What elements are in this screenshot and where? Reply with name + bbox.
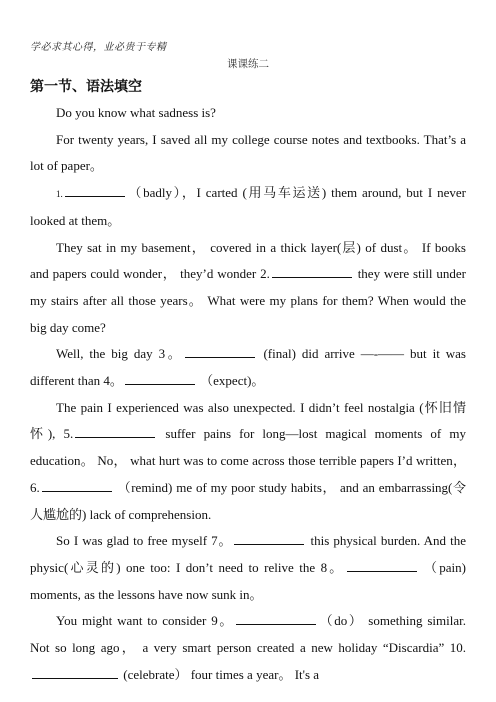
question-number: 1.: [56, 189, 63, 200]
answer-blank-9[interactable]: [236, 610, 316, 625]
answer-blank-6[interactable]: [42, 477, 112, 492]
paragraph-5: [30, 341, 466, 394]
answer-blank-2[interactable]: [272, 263, 352, 278]
paragraph-text: They sat in my basement， covered in a thick layer(层) of dust。 If books and papers could wonder， they’d wonder 2.: [30, 239, 466, 282]
paragraph-text: （pain) moments, as the lessons have now sunk in。: [30, 559, 466, 602]
paragraph-2: For twenty years, I saved all my college course notes and textbooks. That’s a lot of paper。: [30, 131, 466, 174]
paragraph-text: (celebrate） four times a year。 It's a: [120, 666, 320, 682]
passage: [30, 100, 466, 688]
paragraph-8: [30, 608, 466, 688]
paragraph-text: (final) did arrive —-—— but it was different than 4。: [30, 346, 466, 389]
answer-blank-5[interactable]: [75, 423, 155, 438]
paragraph-6: [30, 395, 466, 529]
header-slogan: 学必求其心得，业必贵于专精: [30, 42, 167, 53]
paragraph-text: The pain I experienced was also unexpected. I didn’t feel nostalgia (怀旧情怀), 5.: [30, 399, 466, 442]
paragraph-text: they were still under my stairs after all those years。 What were my plans for them? When would the big day come?: [30, 266, 466, 335]
paragraph-text: （expect)。: [196, 373, 265, 389]
answer-blank-8[interactable]: [347, 557, 417, 572]
paragraph-text: Well, the big day 3。: [56, 346, 184, 362]
paragraph-text: suffer pains for long—lost magical moments of my education。 No， what hurt was to come across those terrible papers I’d written， 6.: [30, 426, 466, 495]
paragraph-3: [30, 180, 466, 234]
answer-blank-1[interactable]: [65, 182, 125, 197]
paragraph-text: this physical burden. And the physic(心灵的) one too: I don’t need to relive the 8。: [30, 533, 466, 575]
paragraph-text: So I was glad to free myself 7。: [56, 533, 233, 549]
section-heading: 第一节、语法填空: [30, 80, 142, 95]
answer-blank-7[interactable]: [234, 530, 304, 545]
paragraph-7: [30, 528, 466, 608]
paragraph-text: You might want to consider 9。: [56, 613, 234, 629]
paragraph-1: Do you know what sadness is?: [56, 105, 216, 120]
paragraph-text: （remind) me of my poor study habits， and an embarrassing(令人尴尬的) lack of comprehension.: [30, 479, 466, 522]
paragraph-text: （do） something similar. Not so long ago， a very smart person created a new holiday “Discardia” 10.: [30, 613, 466, 656]
word-hint: （badly）: [126, 185, 182, 201]
paragraph-4: [30, 235, 466, 342]
answer-blank-3[interactable]: [185, 343, 255, 358]
answer-blank-4[interactable]: [125, 370, 195, 385]
paragraph-text: ，I carted (用马车运送) them around, but I never looked at them。: [30, 185, 466, 228]
answer-blank-10[interactable]: [32, 664, 118, 679]
document-title: 课课练二: [227, 59, 269, 70]
